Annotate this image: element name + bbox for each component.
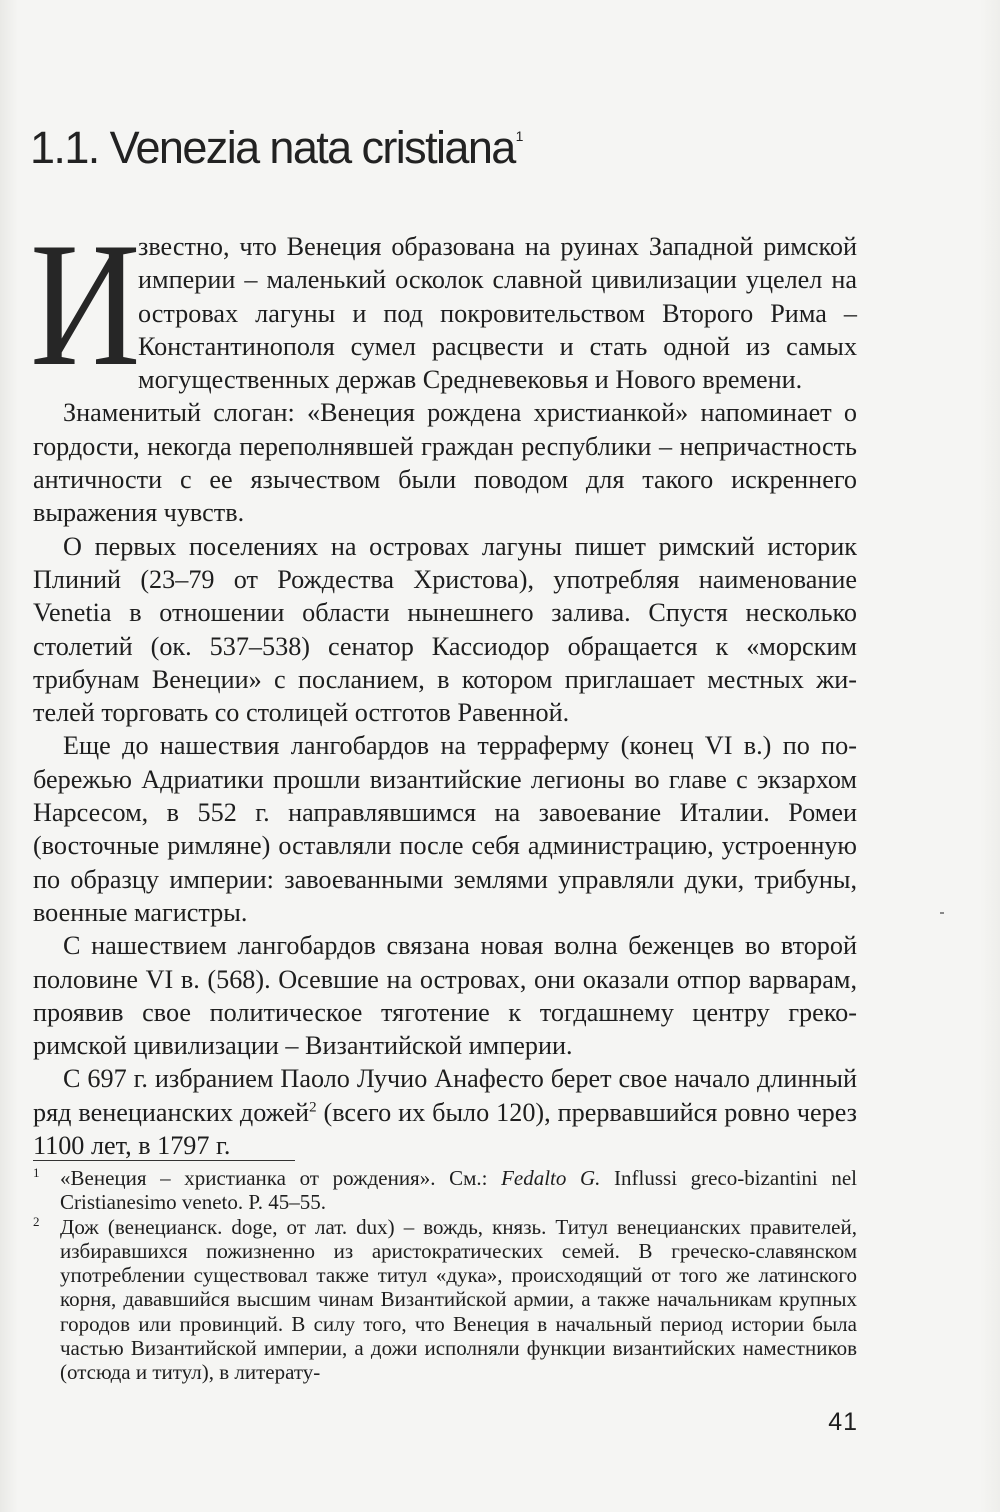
main-text — [30, 205, 857, 1162]
footnotes — [33, 1166, 857, 1385]
paragraph-3: О первых поселениях на островах лагуны пишет римский историк Плиний (23–79 от Рождества Христова), употребляя наименование Venetia в отношении области нынешнего залива. Спустя несколько столетий (ок. 537–538) сенатор Кассиодор обращается к «морским трибунам Венеции» с посланием, в котором приглашает местных жителей торговать со столицей остготов Равенной. — [33, 531, 857, 728]
paragraph-5: С нашествием лангобардов связана новая волна беженцев во второй половине VI в. (568). Осевшие на островах, они оказали отпор варварам, проявив свое политическое тяготение к тогдашнему центру греко-римской цивилизации – Византийской империи. — [33, 931, 857, 1061]
paragraph-6-text-end: (всего их было 120), прервавшийся ровно через 1100 лет, в 1797 г. — [33, 1097, 857, 1161]
drop-cap: И — [30, 205, 141, 403]
footnote-1-number: 1 — [33, 1165, 40, 1180]
paragraph-2: Знаменитый слоган: «Венеция рождена христианкой» напоминает о гордости, некогда переполнявшей граждан республики – непричастность античности с ее язычеством были поводом для такого искреннего выражения чувств. — [33, 398, 857, 528]
footnote-1 — [33, 1166, 857, 1215]
footnote-ref-1[interactable]: 1 — [515, 128, 524, 144]
section-heading — [30, 122, 523, 174]
section-title: Venezia nata cristiana — [109, 122, 515, 173]
section-number: 1.1. — [30, 122, 99, 173]
footnote-separator — [33, 1160, 295, 1161]
footnote-1-text-end: Influssi greco-bizantini nel Cristianesimo veneto. P. 45–55. — [60, 1166, 858, 1215]
paragraph-6 — [33, 1062, 857, 1162]
paragraph-1-text: звестно, что Венеция образована на руинах Западной римской империи – маленький осколок славной цивилизации уцелел на островах лагуны и под покровительством Второго Рима – Константинополя сумел расцвести и стать одной из самых могущественных держав Средневековья и Нового времени. — [138, 232, 857, 395]
page-number: 41 — [828, 1408, 858, 1436]
paragraph-6-text-start: С 697 г. избранием Паоло Лучио Анафесто берет свое начало длинный ряд венецианских дожей — [33, 1064, 857, 1127]
paragraph-4: Еще до нашествия лангобардов на терраферму (конец VI в.) по побережью Адриатики прошли византийские легионы во главе с экзархом Нарсесом, в 552 г. направлявшимся на завоевание Италии. Ромеи (восточные римляне) оставляли после себя администрацию, устроенную по образцу империи: завоеванными землями управляли дуки, трибуны, военные магистры. — [33, 731, 857, 927]
footnote-1-text-start: «Венеция – христианка от рождения». См.: — [60, 1166, 502, 1190]
footnote-2 — [33, 1215, 857, 1385]
footnote-1-author: Fedalto G. — [501, 1166, 601, 1190]
footnote-2-text: Дож (венецианск. doge, от лат. dux) – вождь, князь. Титул венецианских правителей, избиравшихся пожизненно из аристократических семей. В греческо-славянском употреблении существовал также титул «дука», происходящий от того же латинского корня, дававшийся высшим чинам Византийской армии, а также начальникам крупных городов или провинций. В силу того, что Венеция в начальный период истории была частью Византийской империи, а дожи исполняли функции византийских наместников (отсюда и титул), в литерату- — [60, 1214, 857, 1385]
paragraph-1 — [30, 205, 857, 403]
margin-mark — [940, 912, 944, 914]
footnote-ref-2[interactable]: 2 — [309, 1098, 317, 1115]
footnote-2-number: 2 — [33, 1213, 40, 1229]
